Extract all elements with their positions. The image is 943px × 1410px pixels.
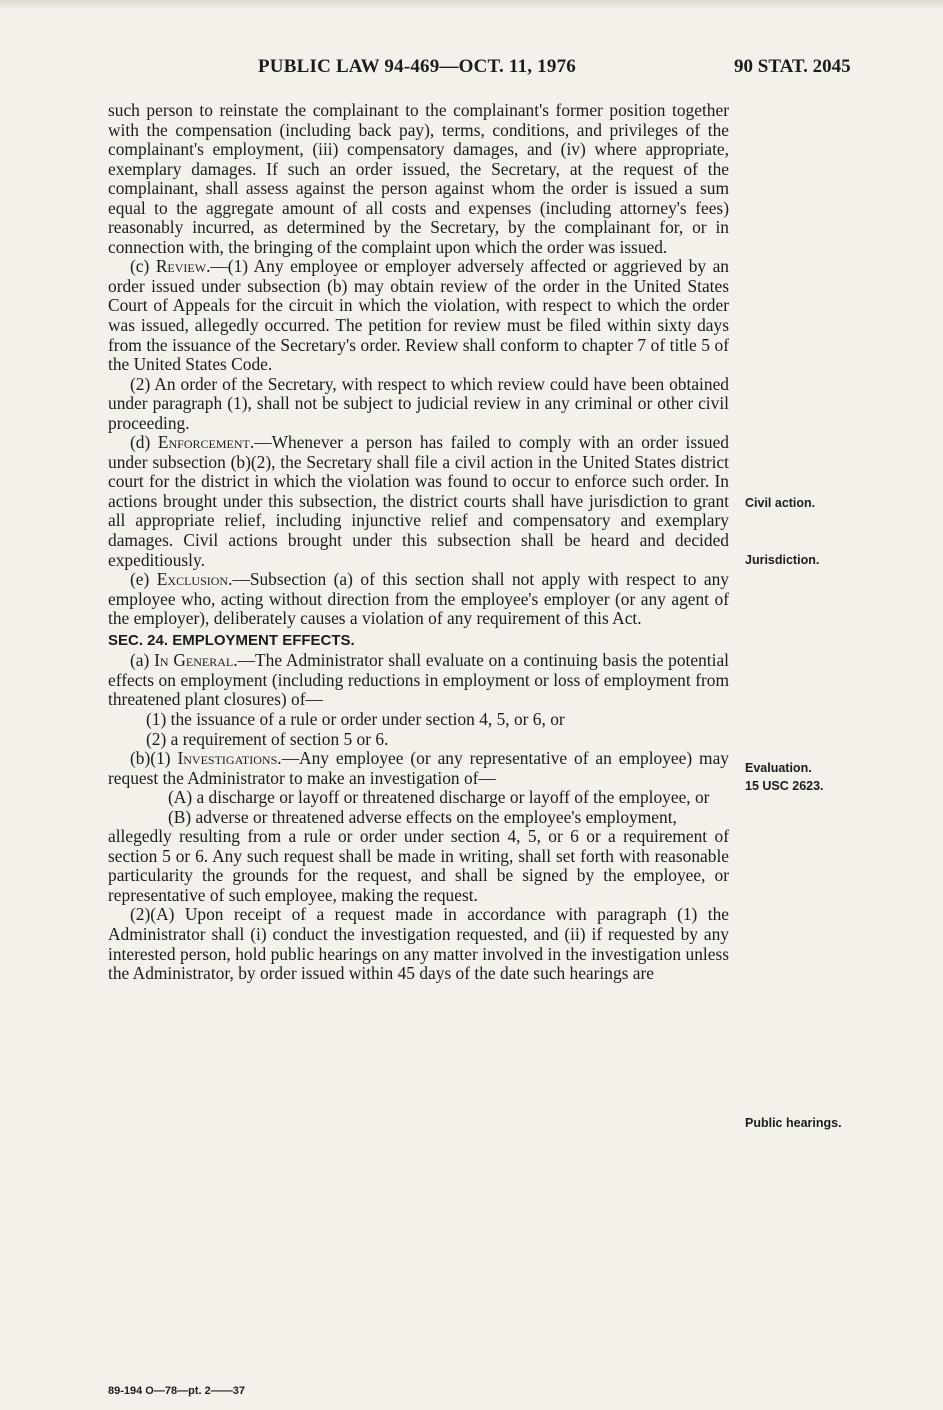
- subsection-c-2: (2) An order of the Secretary, with respect to which review could have been obtained under paragraph (1), shall not be subject to judicial review in any criminal or other civil proceeding.: [108, 373, 729, 433]
- subsection-d-enforcement: [108, 433, 729, 570]
- subsection-b-2: (2)(A) Upon receipt of a request made in accordance with paragraph (1) the Administrator shall (i) conduct the investigation requested, and (ii) if requested by any interested person, hold public hearings on any matter involved in the investigation unless the Administrator, by order issued within 45 days of the date such hearings are: [108, 904, 729, 984]
- margin-note-jurisdiction: Jurisdiction.: [745, 553, 820, 567]
- subsection-a-label: (a): [130, 650, 155, 671]
- subsection-b-investigations: [108, 749, 729, 788]
- subsection-a-general: [108, 651, 729, 710]
- page-header-title: PUBLIC LAW 94-469—OCT. 11, 1976: [258, 56, 576, 77]
- margin-note-evaluation: Evaluation.: [745, 761, 812, 775]
- subsection-e-label: (e): [130, 569, 157, 590]
- scan-edge: [0, 0, 943, 10]
- subsection-a-text: .—The Administrator shall evaluate on a continuing basis the potential effects on employment (including reductions in employment or loss of employment from threatened plant closures) of—: [108, 650, 729, 710]
- subsection-c-label: (c): [130, 256, 156, 277]
- subsection-d-label: (d): [130, 432, 158, 453]
- paragraph-continuation: such person to reinstate the complainant to the complainant's former position together with the compensation (including back pay), terms, conditions, and privileges of the complainant's employment, (iii) compensatory damages, and (iv) where appropriate, exemplary damages. If such an order issued, the Secretary, at the request of the complainant, shall assess against the person against whom the order is issued a sum equal to the aggregate amount of all costs and expenses (including attorney's fees) reasonably incurred, as determined by the Secretary, by the complainant for, or in connection with, the bringing of the complaint upon which the order was issued.: [108, 100, 729, 257]
- subsection-e-text: .—Subsection (a) of this section shall not apply with respect to any employee who, acting without direction from the employee's employer (or any agent of the employer), deliberately causes a violation of any requirement of this Act.: [108, 569, 729, 629]
- page-header-statute: 90 STAT. 2045: [734, 56, 851, 77]
- section-24-heading: SEC. 24. EMPLOYMENT EFFECTS.: [108, 631, 355, 649]
- clause-a-1: (1) the issuance of a rule or order under section 4, 5, or 6, or: [146, 708, 565, 729]
- print-code-footer: 89-194 O—78—pt. 2——37: [108, 1385, 245, 1397]
- subsection-e-exclusion: [108, 570, 729, 629]
- subsection-a-heading: In General: [154, 650, 234, 671]
- document-body: [108, 101, 729, 984]
- subsection-b-text: .—Any employee (or any representative of an employee) may request the Administrator to make an investigation of—: [108, 748, 729, 788]
- clause-b-A: (A) a discharge or layoff or threatened discharge or layoff of the employee, or: [168, 787, 710, 808]
- subsection-b-label: (b)(1): [130, 748, 178, 769]
- subsection-e-heading: Exclusion: [156, 569, 229, 590]
- subsection-b-tail: allegedly resulting from a rule or order under section 4, 5, or 6 or a requirement of section 5 or 6. Any such request shall be made in writing, shall set forth with reasonable particularity the grounds for the request, and shall be signed by the employee, or representative of such employee, making the request.: [108, 826, 729, 905]
- subsection-d-text: .—Whenever a person has failed to comply with an order issued under subsection (b)(2), the Secretary shall file a civil action in the United States district court for the district in which the violation was found to occur to enforce such order. In actions brought under this subsection, the district courts shall have jurisdiction to grant all appropriate relief, including injunctive relief and compensatory and exemplary damages. Civil actions brought under this subsection shall be heard and decided expeditiously.: [108, 432, 729, 570]
- subsection-d-heading: Enforcement: [157, 432, 250, 453]
- subsection-c-review: [108, 257, 729, 374]
- subsection-b-heading: Investigations: [177, 748, 278, 769]
- margin-note-civil-action: Civil action.: [745, 496, 816, 510]
- clause-a-2: (2) a requirement of section 5 or 6.: [146, 728, 389, 749]
- margin-note-public-hearings: Public hearings.: [745, 1116, 842, 1130]
- margin-note-usc: 15 USC 2623.: [745, 779, 824, 793]
- clause-b-B: (B) adverse or threatened adverse effects on the employee's employment,: [168, 806, 677, 827]
- subsection-c-text: .—(1) Any employee or employer adversely affected or aggrieved by an order issued under subsection (b) may obtain review of the order in the United States Court of Appeals for the circuit in which the violation, with respect to which the order was issued, allegedly occurred. The petition for review must be filed within sixty days from the issuance of the Secretary's order. Review shall conform to chapter 7 of title 5 of the United States Code.: [108, 256, 729, 375]
- subsection-c-heading: Review: [155, 256, 207, 277]
